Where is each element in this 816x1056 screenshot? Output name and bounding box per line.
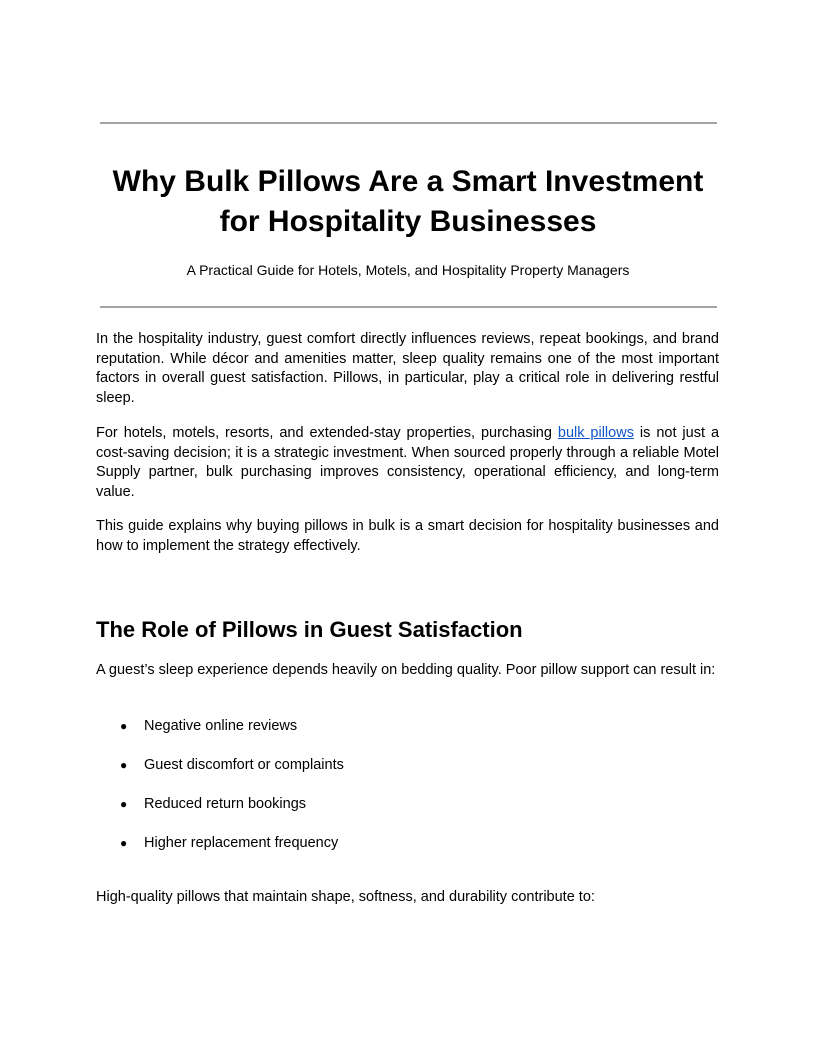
bullet-icon: ● xyxy=(120,758,128,772)
top-divider xyxy=(100,122,717,124)
bullet-icon: ● xyxy=(120,836,128,850)
intro-paragraph: In the hospitality industry, guest comfort directly influences reviews, repeat bookings, and brand reputation. While décor and amenities matter, sleep quality remains one of the most important factors in overall guest satisfaction. Pillows, in particular, play a critical role in delivering restful sleep. xyxy=(96,331,719,406)
consequences-list xyxy=(96,716,719,872)
bottom-divider xyxy=(100,306,717,308)
section-outro-paragraph: High-quality pillows that maintain shape, softness, and durability contribute to: xyxy=(96,889,595,905)
list-item-text: Negative online reviews xyxy=(144,718,298,734)
list-item-text: Reduced return bookings xyxy=(144,796,307,812)
section-heading: The Role of Pillows in Guest Satisfaction xyxy=(96,617,523,642)
list-item xyxy=(96,755,719,794)
list-item xyxy=(96,794,719,833)
guide-summary-paragraph: This guide explains why buying pillows in bulk is a smart decision for hospitality businesses and how to implement the strategy effectively. xyxy=(96,518,719,554)
list-item xyxy=(96,833,719,872)
bulk-pillows-paragraph xyxy=(96,424,719,502)
bullet-icon: ● xyxy=(120,719,128,733)
document-title: Why Bulk Pillows Are a Smart Investment for Hospitality Businesses xyxy=(112,165,704,238)
bullet-icon: ● xyxy=(120,797,128,811)
list-item-text: Guest discomfort or complaints xyxy=(144,757,344,773)
list-item-text: Higher replacement frequency xyxy=(144,835,339,851)
list-item xyxy=(96,716,719,755)
document-subtitle: A Practical Guide for Hotels, Motels, and Hospitality Property Managers xyxy=(186,262,630,278)
paragraph-text-before-link: For hotels, motels, resorts, and extended-stay properties, purchasing xyxy=(96,425,558,441)
paragraph-text-after-link: is not just a cost-saving decision; it is a strategic investment. When sourced properly through a reliable Motel Supply partner, bulk purchasing improves consistency, operational efficiency, and long-term value. xyxy=(96,425,720,500)
section-intro-paragraph: A guest’s sleep experience depends heavily on bedding quality. Poor pillow support can result in: xyxy=(96,662,716,678)
bulk-pillows-link[interactable]: bulk pillows xyxy=(557,425,634,441)
